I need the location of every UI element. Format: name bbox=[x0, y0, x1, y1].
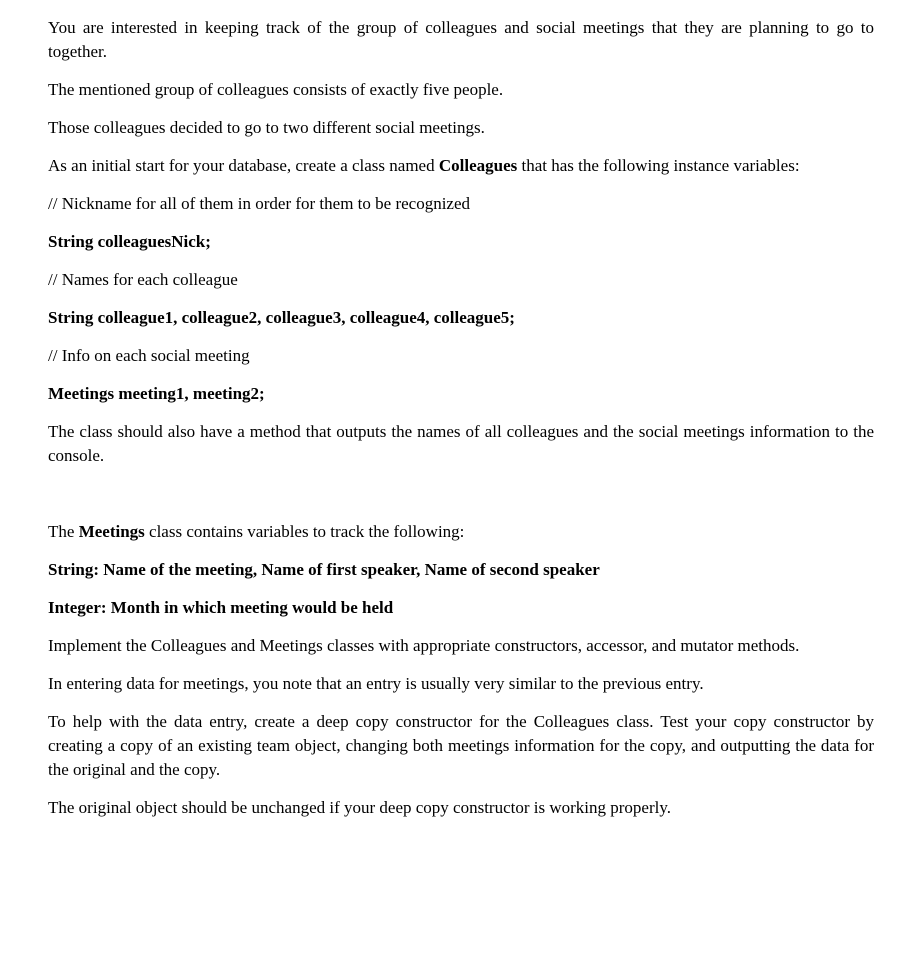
meetings-declaration: Meetings meeting1, meeting2; bbox=[48, 384, 265, 403]
integer-field: Integer: Month in which meeting would be held bbox=[48, 598, 394, 617]
string-fields: String: Name of the meeting, Name of first speaker, Name of second speaker bbox=[48, 560, 600, 579]
meetings-class-paragraph bbox=[48, 520, 874, 544]
colleagues-class-text-before: As an initial start for your database, create a class named bbox=[48, 156, 439, 175]
implement-paragraph: Implement the Colleagues and Meetings classes with appropriate constructors, accessor, and mutator methods. bbox=[48, 636, 800, 655]
intro-paragraph: You are interested in keeping track of the group of colleagues and social meetings that they are planning to go to together. bbox=[48, 18, 874, 61]
nickname-declaration: String colleaguesNick; bbox=[48, 232, 211, 251]
names-comment: // Names for each colleague bbox=[48, 270, 238, 289]
colleagues-class-paragraph bbox=[48, 154, 874, 178]
meeting-info-comment: // Info on each social meeting bbox=[48, 346, 250, 365]
colleagues-class-name: Colleagues bbox=[438, 156, 518, 175]
colleagues-class-text-after: that has the following instance variables: bbox=[517, 156, 800, 175]
section-colleagues bbox=[48, 16, 874, 468]
unchanged-paragraph: The original object should be unchanged if your deep copy constructor is working properly. bbox=[48, 798, 672, 817]
section-meetings bbox=[48, 520, 874, 820]
meetings-class-name: Meetings bbox=[78, 522, 145, 541]
nickname-comment: // Nickname for all of them in order for them to be recognized bbox=[48, 194, 471, 213]
output-method-paragraph: The class should also have a method that outputs the names of all colleagues and the social meetings information to the console. bbox=[48, 422, 874, 465]
meetings-class-text-before: The bbox=[48, 522, 79, 541]
meetings-count-paragraph: Those colleagues decided to go to two different social meetings. bbox=[48, 118, 485, 137]
meetings-class-text-after: class contains variables to track the following: bbox=[144, 522, 465, 541]
data-entry-paragraph: In entering data for meetings, you note that an entry is usually very similar to the previous entry. bbox=[48, 674, 704, 693]
section-gap bbox=[48, 482, 874, 520]
names-declaration: String colleague1, colleague2, colleague3, colleague4, colleague5; bbox=[48, 308, 515, 327]
deep-copy-paragraph: To help with the data entry, create a deep copy constructor for the Colleagues class. Test your copy constructor by creating a copy of an existing team object, changing both meetings information for the copy, and outputting the data for the original and the copy. bbox=[48, 712, 874, 779]
group-size-paragraph: The mentioned group of colleagues consists of exactly five people. bbox=[48, 80, 504, 99]
